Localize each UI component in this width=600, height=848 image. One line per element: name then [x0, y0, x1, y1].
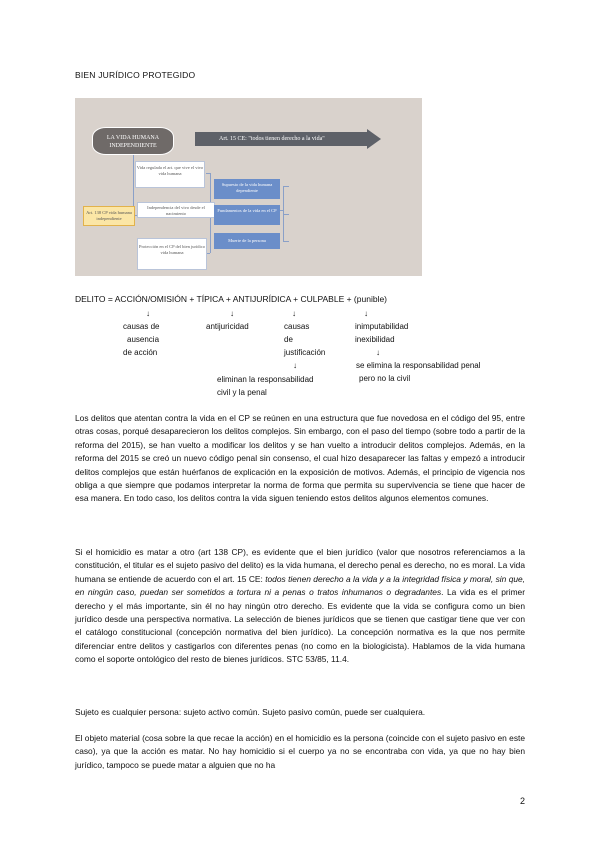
note-line: civil y la penal	[217, 388, 267, 397]
quote-text: todos tienen derecho a la vida y a la integridad física y moral, sin que, en ningún caso, puedan ser sometidos a tortura ni a penas o tratos inhumanos o degradantes	[75, 573, 525, 598]
diagram-arrow-tip	[367, 129, 381, 149]
diagram-box-muerte: Muerte de la persona	[214, 233, 280, 249]
note-line: eliminan la responsabilidad	[217, 375, 314, 384]
crime-formula: DELITO = ACCIÓN/OMISIÓN + TÍPICA + ANTIJURÍDICA + CULPABLE + (punible)	[75, 294, 388, 304]
diagram-connector	[283, 186, 289, 187]
note-col2: antijuricidad	[206, 322, 249, 331]
note-line: ausencia	[127, 335, 160, 344]
note-col3	[284, 320, 325, 359]
note-line: inexibilidad	[355, 335, 395, 344]
section-heading: BIEN JURÍDICO PROTEGIDO	[75, 70, 196, 80]
diagram-box-art138: Art. 138 CP vida humana independiente	[83, 206, 135, 226]
diagram-head-node: LA VIDA HUMANA INDEPENDIENTE	[92, 127, 174, 155]
diagram-box-vida: Vida regulada el art. que vive el vivo vida humana	[135, 161, 205, 188]
paragraph-4: El objeto material (cosa sobre la que recae la acción) en el homicidio es la persona (coincide con el sujeto pasivo en este caso), ya que la acción es matar. No hay homicidio si el cuerpo ya no se encontraba con vida, ya que no hay bien jurídico, tampoco se puede matar a alguien que no ha	[75, 733, 525, 770]
diagram-box-proteccion: Protección en el CP del bien jurídico vida humana	[137, 238, 207, 270]
diagram-box-independencia: Independencia del vivo desde el nacimiento	[137, 202, 215, 218]
note-col1	[123, 320, 159, 359]
arrow-down: ↓	[230, 309, 234, 318]
arrow-down: ↓	[293, 361, 297, 370]
diagram-connector	[206, 173, 210, 174]
paragraph-2	[75, 546, 525, 667]
arrow-down: ↓	[292, 309, 296, 318]
note-line: de	[284, 335, 293, 344]
note-line: justificación	[284, 348, 326, 357]
diagram-arrow-label: Art. 15 CE: "todos tienen derecho a la vida"	[195, 132, 367, 146]
arrow-down: ↓	[364, 309, 368, 318]
arrow-down: ↓	[376, 348, 380, 357]
concept-diagram	[75, 98, 422, 276]
note-line: pero no la civil	[359, 374, 411, 383]
note-line: causas	[284, 322, 310, 331]
diagram-box-supuesto: Supuesto de la vida humana dependiente	[214, 179, 280, 199]
note-col4b	[356, 359, 481, 385]
note-line: causas de	[123, 322, 160, 331]
diagram-box-fundamentos: Fundamentos de la vida en el CP	[214, 205, 280, 225]
arrow-down: ↓	[146, 309, 150, 318]
paragraph-text: . La vida es el primer derecho y el más importante, sin él no hay ningún otro derecho. Es evidente que la vida se configura como un bien jurídico desde una perspectiva normativa. La selección de bienes jurídicos que se tienen que castigar tiene que ver con el catálogo constitucional (concepción normativa del bien jurídico). La concepción normativa es la que nos permite diferenciar entre delitos y castigarlos con diferentes penas (no como en la biologicista). Hablamos de la vida humana como el soporte ontológico del resto de bienes jurídicos. STC 53/85, 11.4.	[75, 587, 525, 665]
note-col3b	[217, 373, 314, 399]
diagram-connector	[283, 241, 289, 242]
paragraph-1: Los delitos que atentan contra la vida en el CP se reúnen en una estructura que fue novedosa en el código del 95, entre otras cosas, porqué desaparecieron los delitos complejos. Sin embargo, con el paso del tiempo (sobre todo a partir de la reforma del 2015), se han vuelto a modificar los delitos y se han vuelto a introducir delitos complejos. Además, en la reforma del 2015 se creó un nuevo código penal sin consenso, el cual hizo desaparecer las faltas y empezó a introducir delitos complejos que están huérfanos de explicación en la exposición de motivos. Además, el principio de vigencia nos obliga a que siempre que podamos interpretar la norma de forma que permita su supervivencia se tiene que hacer de esa manera. En todo caso, los delitos contra la vida siguen teniendo estos delitos algunos elementos comunes.	[75, 413, 525, 504]
page-number: 2	[520, 796, 526, 806]
note-col4	[355, 320, 408, 346]
note-line: inimputabilidad	[355, 322, 409, 331]
diagram-connector	[283, 214, 289, 215]
paragraph-3: Sujeto es cualquier persona: sujeto activo común. Sujeto pasivo común, puede ser cualquiera.	[75, 707, 426, 717]
paragraph-text: Si el homicidio es matar a otro (art 138 CP), es evidente que el bien jurídico (valor que nosotros referenciamos a la constitución, el titular es el sujeto pasivo del delito) es la vida humana, el derecho penal es derecho, no es moral. La vida humana se entiende de acuerdo con el art. 15 CE:	[75, 547, 525, 584]
note-line: se elimina la responsabilidad penal	[356, 361, 481, 370]
note-line: de acción	[123, 348, 158, 357]
